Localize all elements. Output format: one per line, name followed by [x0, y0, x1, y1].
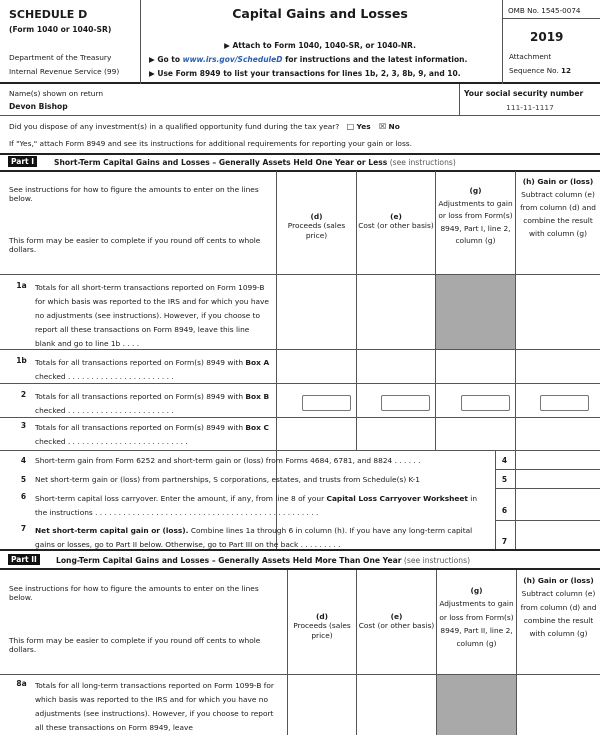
line-8a-col-g-shaded [437, 675, 516, 735]
part2-col-g-text: Adjustments to gain or loss from Form(s) 8949, Part II, line 2, column (g) [439, 599, 514, 649]
department-label: Department of the Treasury [9, 53, 112, 62]
line-2-lead: Totals for all transactions reported on Form(s) 8949 with [35, 392, 244, 401]
part1-intro1: See instructions for how to figure the amounts to enter on the lines below. [9, 185, 259, 204]
name-label: Name(s) shown on return [9, 89, 104, 98]
part2-col-h-text: Subtract column (e) from column (d) and combine the result with column (g) [520, 589, 597, 639]
taxpayer-name[interactable]: Devon Bishop [9, 102, 68, 111]
part2-col-h-header [518, 574, 599, 641]
part1-col-h-text: Subtract column (e) from column (d) and combine the result with column (g) [520, 189, 596, 238]
goto-suffix: for instructions and the latest information. [285, 55, 468, 64]
part2-intro2: This form may be easier to complete if you round off cents to whole dollars. [9, 636, 261, 655]
qof-yes-label: Yes [356, 122, 371, 131]
part1-col-g-header [437, 185, 514, 248]
line-4-ref: 4 [501, 456, 508, 465]
line-5-number: 5 [20, 475, 27, 484]
irs-label: Internal Revenue Service (99) [9, 67, 120, 76]
qof-question-row [9, 122, 599, 132]
goto-prefix: ▶ Go to [149, 55, 181, 64]
sequence-value: 12 [560, 66, 571, 75]
part2-col-e-header [357, 612, 436, 631]
part2-intro1: See instructions for how to figure the amounts to enter on the lines below. [9, 584, 259, 603]
line-7-body: Combine lines 1a through 6 in column (h). If you have any long-term capital gains or losses, go to Part II below. Otherwise, go to Part III on the back . . . . . . . . . [35, 526, 473, 550]
part2-col-d-header [288, 612, 356, 640]
line-2-text [35, 390, 271, 418]
part1-col-d-text: Proceeds (sales price) [287, 221, 346, 240]
form-8949-instruction: ▶ Use Form 8949 to list your transactions for lines 1b, 2, 3, 8b, 9, and 10. [149, 69, 461, 78]
part2-col-d-text: Proceeds (sales price) [293, 621, 351, 640]
line-1a-col-g-shaded [436, 275, 515, 349]
line-1b-box: Box A [245, 358, 270, 367]
line-2-tail: checked . . . . . . . . . . . . . . . . . . . . . . . [35, 406, 174, 416]
part1-title-row [54, 158, 456, 167]
line-6-tail: in the instructions . . . . . . . . . . . . . . . . . . . . . . . . . . . . . . . . . . . . . . . . . . . . . . . . [35, 494, 478, 518]
sequence-number [509, 66, 571, 75]
qof-yes-checkbox[interactable]: □ [346, 122, 355, 131]
omb-number: OMB No. 1545-0074 [508, 6, 581, 15]
line-3-box: Box C [245, 423, 269, 432]
line-6-worksheet: Capital Loss Carryover Worksheet [326, 494, 468, 503]
part1-label: Part I [8, 156, 37, 167]
line-6-lead: Short-term capital loss carryover. Enter the amount, if any, from line 8 of your [35, 494, 325, 503]
qof-note: If "Yes," attach Form 8949 and see its instructions for additional requirements for reporting your gain or loss. [9, 139, 412, 148]
part1-col-e-text: Cost (or other basis) [358, 221, 434, 231]
part2-title: Long-Term Capital Gains and Losses – Generally Assets Held More Than One Year [56, 556, 402, 565]
part1-title-note: (see instructions) [389, 158, 456, 167]
form-reference: (Form 1040 or 1040-SR) [9, 25, 112, 34]
part1-col-h-header [517, 176, 599, 241]
line-3-lead: Totals for all transactions reported on Form(s) 8949 with [35, 423, 244, 432]
part1-col-g-text: Adjustments to gain or loss from Form(s) 8949, Part I, line 2, column (g) [438, 198, 513, 246]
line-3-number: 3 [20, 421, 27, 430]
form-title: Capital Gains and Losses [232, 6, 408, 21]
part1-col-d-header [277, 212, 356, 240]
irs-schedule-d-link[interactable]: www.irs.gov/ScheduleD [182, 55, 283, 64]
schedule-title: SCHEDULE D [9, 8, 88, 21]
line-8a-text: Totals for all long-term transactions reported on Form 1099-B for which basis was reported to the IRS and for which you have no adjustments (see instructions). However, if you choose to report all these transactions on Form 8949, leave [35, 681, 274, 733]
line-2-proceeds-input[interactable] [302, 395, 351, 411]
line-3-tail: checked . . . . . . . . . . . . . . . . . . . . . . . . . . [35, 437, 188, 447]
line-2-gain-input[interactable] [540, 395, 589, 411]
line-6-number: 6 [20, 492, 27, 501]
line-8a-number: 8a [16, 679, 27, 688]
line-7-text [35, 524, 490, 550]
line-1a-text: Totals for all short-term transactions reported on Form 1099-B for which basis was reported to the IRS and for which you have no adjustments (see instructions). However, if you choose to report all these transactions on Form 8949, leave this line blank and go to line 1b . . . . [35, 283, 269, 349]
part1-intro2: This form may be easier to complete if you round off cents to whole dollars. [9, 236, 261, 255]
qof-no-label: No [388, 122, 400, 131]
line-1b-lead: Totals for all transactions reported on Form(s) 8949 with [35, 358, 244, 367]
line-5-ref: 5 [501, 475, 508, 484]
line-3-text [35, 421, 271, 449]
ssn-label: Your social security number [464, 89, 584, 98]
line-2-cost-input[interactable] [381, 395, 430, 411]
part1-col-e-header [357, 212, 435, 231]
part2-col-g-letter: (g) [470, 586, 483, 595]
line-2-number: 2 [20, 390, 27, 399]
qof-no-checkbox[interactable]: ☒ [378, 122, 387, 131]
line-1b-text [35, 356, 271, 384]
tax-year: 2019 [530, 30, 564, 44]
line-4-text: Short-term gain from Form 6252 and short-term gain or (loss) from Forms 4684, 6781, and 8824 . . . . . . [35, 456, 421, 465]
goto-instruction [149, 55, 499, 64]
line-4-number: 4 [20, 456, 27, 465]
part2-title-row [56, 556, 470, 565]
line-2-box: Box B [245, 392, 270, 401]
line-1b-tail: checked . . . . . . . . . . . . . . . . . . . . . . . [35, 372, 174, 382]
line-7-number: 7 [20, 524, 27, 533]
form-header [0, 0, 600, 84]
part1-col-e-letter: (e) [390, 212, 402, 221]
part2-col-e-letter: (e) [390, 612, 403, 621]
part2-title-note: (see instructions) [403, 556, 471, 565]
line-7-ref: 7 [501, 537, 508, 546]
line-2-adjustments-input[interactable] [461, 395, 510, 411]
line-1b-number: 1b [16, 356, 27, 365]
part2-col-g-header [438, 584, 515, 651]
attachment-label: Attachment [509, 52, 552, 61]
part1-col-g-letter: (g) [469, 186, 482, 195]
sequence-label: Sequence No. [509, 66, 559, 75]
part1-title: Short-Term Capital Gains and Losses – Generally Assets Held One Year or Less [54, 158, 388, 167]
part2-label: Part II [8, 554, 40, 565]
attach-instruction: ▶ Attach to Form 1040, 1040-SR, or 1040-NR. [224, 41, 416, 50]
part1-col-d-letter: (d) [310, 212, 323, 221]
part2-col-e-text: Cost (or other basis) [358, 621, 435, 631]
line-7-title: Net short-term capital gain or (loss). [35, 526, 189, 535]
line-1a-number: 1a [16, 281, 27, 290]
part2-col-d-letter: (d) [315, 612, 329, 621]
ssn-value[interactable]: 111-11-1117 [506, 103, 554, 112]
line-6-text [35, 492, 490, 522]
line-5-text: Net short-term gain or (loss) from partnerships, S corporations, estates, and trusts from Schedule(s) K-1 [35, 475, 421, 484]
part2-col-h-title: (h) Gain or (loss) [523, 576, 594, 585]
line-6-ref: 6 [501, 506, 508, 515]
qof-question: Did you dispose of any investment(s) in a qualified opportunity fund during the tax year? [9, 122, 340, 131]
part1-col-h-title: (h) Gain or (loss) [522, 177, 594, 186]
